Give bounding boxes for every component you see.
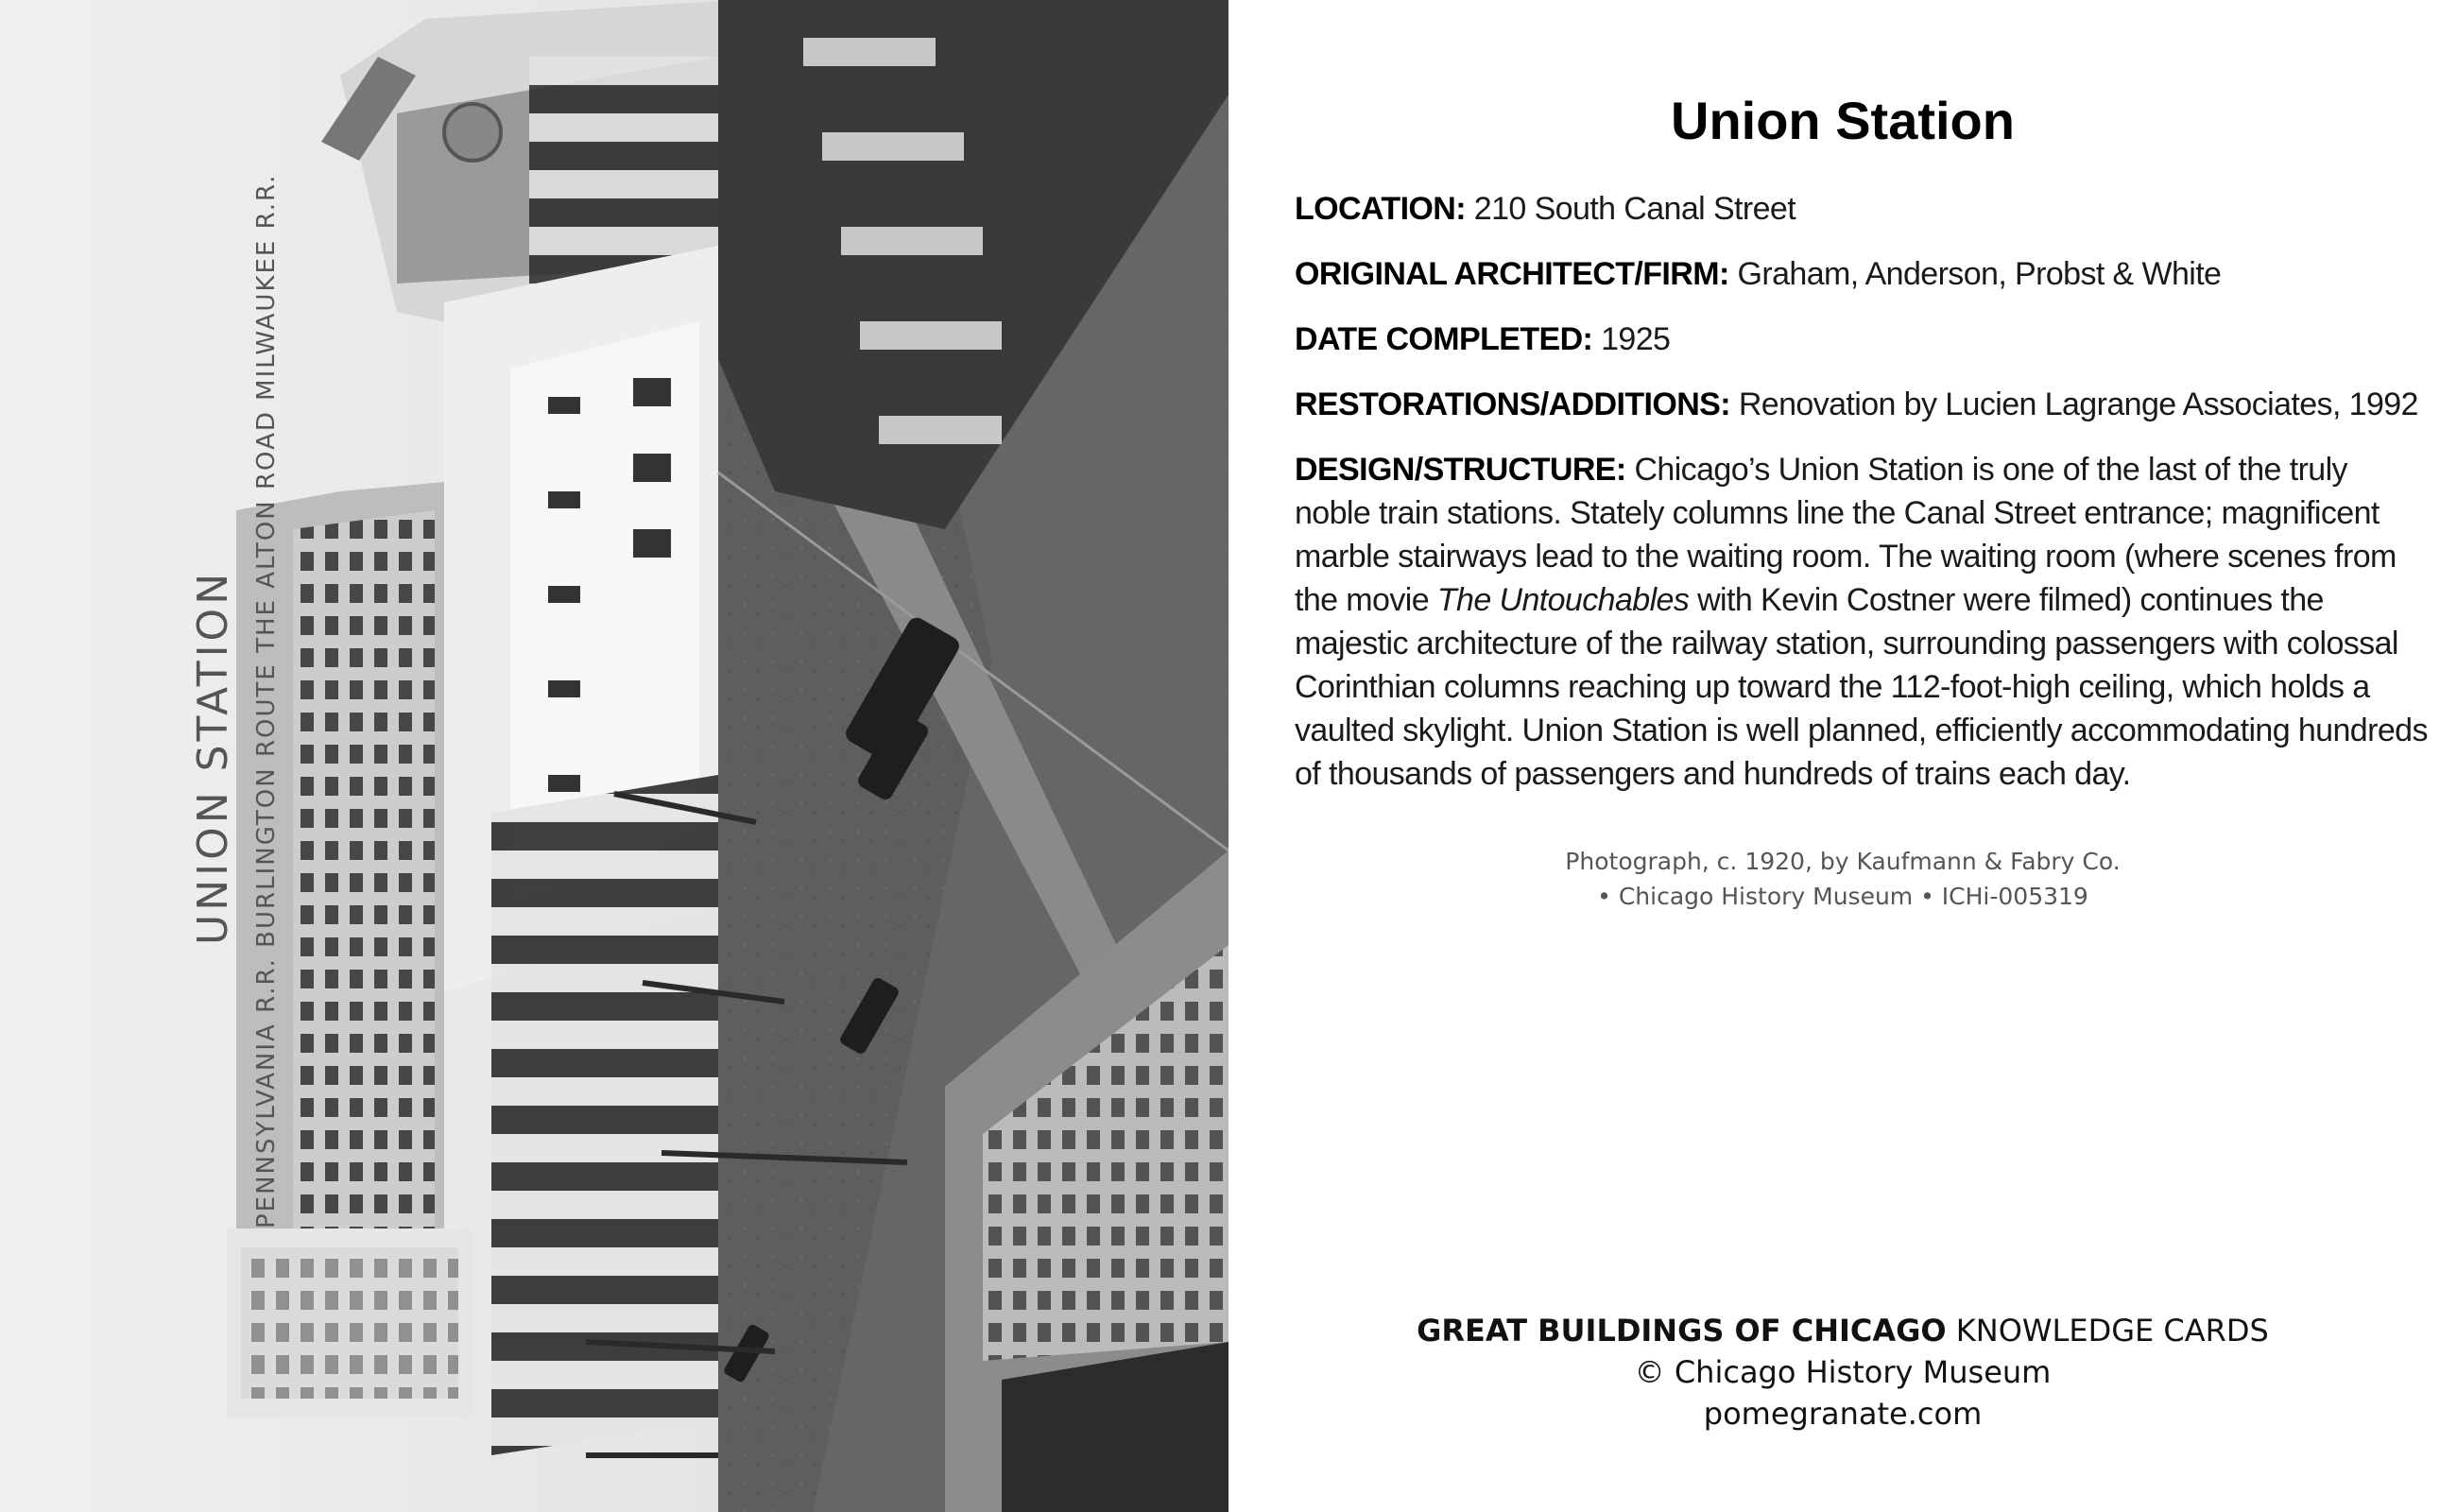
sign-union-station: UNION STATION: [189, 569, 237, 945]
field-label: DESIGN/STRUCTURE:: [1295, 452, 1626, 488]
design-text-italic-title: The Untouchables: [1436, 582, 1690, 618]
card-text-panel: [1228, 0, 2457, 1512]
series-suffix: KNOWLEDGE CARDS: [1955, 1313, 2269, 1349]
field-restorations: [1295, 383, 2429, 426]
card-fields: [1295, 187, 2429, 817]
field-value: 210 South Canal Street: [1473, 191, 1796, 227]
footer-url: pomegranate.com: [1703, 1396, 1983, 1432]
design-text-after: with Kevin Costner were filmed) continues the majestic architecture of the railway station, surrounding passengers with colossal Corinthian columns reaching up toward the 112-foot-high ceiling, which holds a vaulted skylight. Union Station is well planned, efficiently accommodating hundreds of thousands of passengers and hundreds of trains each day.: [1295, 582, 2428, 792]
field-value: Renovation by Lucien Lagrange Associates, 1992: [1738, 387, 2418, 422]
field-value: Graham, Anderson, Probst & White: [1737, 256, 2222, 292]
sign-railroads: PENNSYLVANIA R.R. BURLINGTON ROUTE THE ALTON ROAD MILWAUKEE R.R.: [252, 173, 281, 1228]
caption-line-2: • Chicago History Museum • ICHi-005319: [1597, 883, 2088, 910]
card-title: Union Station: [1671, 91, 2015, 150]
photograph-illustration: [0, 0, 1228, 1512]
field-design-structure: [1295, 448, 2429, 796]
field-location: [1295, 187, 2429, 231]
design-text-before: Chicago’s Union Station is one of the last of the truly noble train stations. Stately columns line the Canal Street entrance; magnificent marble stairways lead to the waiting room. The waiting room (where scenes from the movie: [1295, 452, 2397, 618]
field-architect: [1295, 252, 2429, 296]
field-label: RESTORATIONS/ADDITIONS:: [1295, 387, 1730, 422]
field-label: DATE COMPLETED:: [1295, 321, 1593, 357]
field-label: LOCATION:: [1295, 191, 1466, 227]
field-date-completed: [1295, 318, 2429, 361]
footer-copyright: © Chicago History Museum: [1634, 1354, 2052, 1390]
caption-line-1: Photograph, c. 1920, by Kaufmann & Fabry Co.: [1565, 848, 2121, 875]
series-name: GREAT BUILDINGS OF CHICAGO: [1417, 1313, 1947, 1349]
card-footer: [1228, 1310, 2457, 1435]
field-value: 1925: [1601, 321, 1671, 357]
footer-series: [1228, 1310, 2457, 1351]
field-label: ORIGINAL ARCHITECT/FIRM:: [1295, 256, 1729, 292]
union-station-photograph: [0, 0, 1228, 1512]
photo-caption: [1228, 844, 2457, 914]
